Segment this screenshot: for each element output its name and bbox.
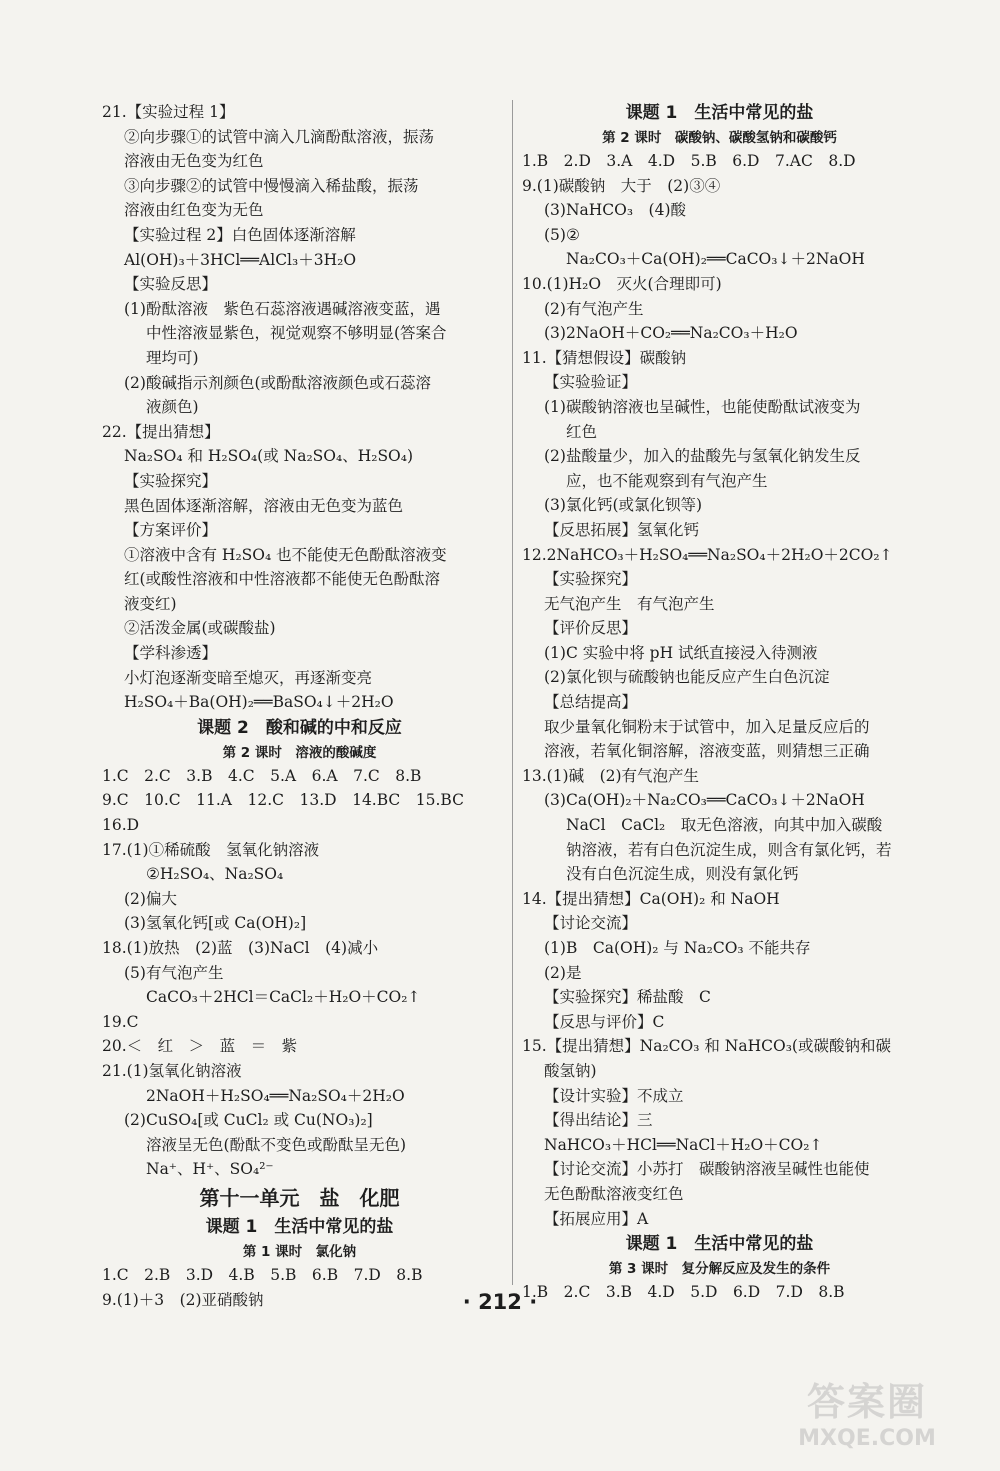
text-line: 液颜色) xyxy=(146,398,199,417)
text-line: 21.【实验过程 1】 xyxy=(102,103,235,121)
text-line: 9.(1)碳酸钠 大于 (2)③④ xyxy=(522,176,721,195)
text-line: (3)2NaOH＋CO₂══Na₂CO₃＋H₂O xyxy=(544,324,798,343)
text-line: 钠溶液，若有白色沉淀生成，则含有氯化钙，若 xyxy=(566,840,892,859)
section-heading: 课题 2 酸和碱的中和反应 xyxy=(197,717,402,738)
left-column xyxy=(102,100,497,1312)
text-line: 红色 xyxy=(566,422,598,441)
text-line: 【学科渗透】 xyxy=(124,644,218,663)
text-line: 【反思与评价】C xyxy=(544,1012,665,1031)
text-line: 酸氢钠) xyxy=(544,1061,597,1080)
text-line: 理均可) xyxy=(146,348,199,367)
section-heading: 课题 1 生活中常见的盐 xyxy=(625,1234,814,1255)
text-line: Na⁺、H⁺、SO₄²⁻ xyxy=(146,1160,274,1179)
text-line: ②向步骤①的试管中滴入几滴酚酞溶液，振荡 xyxy=(124,127,435,146)
text-line: (3)NaHCO₃ (4)酸 xyxy=(544,201,687,220)
text-line: ③向步骤②的试管中慢慢滴入稀盐酸，振荡 xyxy=(124,176,419,195)
text-line: 没有白色沉淀生成，则没有氯化钙 xyxy=(566,865,799,884)
text-line: H₂SO₄＋Ba(OH)₂══BaSO₄↓＋2H₂O xyxy=(124,693,394,712)
text-line: 16.D xyxy=(102,816,140,835)
text-line: ①溶液中含有 H₂SO₄ 也不能使无色酚酞溶液变 xyxy=(124,545,447,564)
text-line: ②活泼金属(或碳酸盐) xyxy=(124,619,276,638)
text-line: Na₂CO₃＋Ca(OH)₂══CaCO₃↓＋2NaOH xyxy=(566,250,865,269)
text-line: NaHCO₃＋HCl══NaCl＋H₂O＋CO₂↑ xyxy=(544,1135,823,1154)
unit-title: 第十一单元 盐 化肥 xyxy=(199,1185,400,1210)
text-line: (3)Ca(OH)₂＋Na₂CO₃══CaCO₃↓＋2NaOH xyxy=(544,791,865,810)
text-line: (5)② xyxy=(544,225,580,244)
text-line: 小灯泡逐渐变暗至熄灭，再逐渐变亮 xyxy=(124,668,373,687)
text-line: 1.C 2.C 3.B 4.C 5.A 6.A 7.C 8.B xyxy=(102,766,422,785)
text-line: (2)盐酸量少，加入的盐酸先与氢氧化钠发生反 xyxy=(544,447,861,466)
text-line: 无气泡产生 有气泡产生 xyxy=(544,594,715,613)
text-line: (2)CuSO₄[或 CuCl₂ 或 Cu(NO₃)₂] xyxy=(124,1111,373,1130)
text-line: 19.C xyxy=(102,1012,139,1031)
text-line: 【总结提高】 xyxy=(544,693,638,712)
text-line: 【讨论交流】小苏打 碳酸钠溶液呈碱性也能使 xyxy=(544,1160,870,1179)
text-line: 【讨论交流】 xyxy=(544,914,638,933)
text-line: 【拓展应用】A xyxy=(544,1209,649,1228)
text-line: 红(或酸性溶液和中性溶液都不能使无色酚酞溶 xyxy=(124,570,441,589)
text-line: (2)有气泡产生 xyxy=(544,299,644,318)
text-line: 液变红) xyxy=(124,594,177,613)
text-line: 溶液由无色变为红色 xyxy=(124,152,264,171)
text-line: (2)氯化钡与硫酸钠也能反应产生白色沉淀 xyxy=(544,668,830,687)
text-line: 15.【提出猜想】Na₂CO₃ 和 NaHCO₃(或碳酸钠和碳 xyxy=(522,1037,891,1056)
text-line: (1)C 实验中将 pH 试纸直接浸入待测液 xyxy=(544,643,818,662)
watermark-text: 答案圈 xyxy=(806,1380,927,1424)
text-line: 溶液呈无色(酚酞不变色或酚酞呈无色) xyxy=(146,1135,407,1154)
text-line: 13.(1)碱 (2)有气泡产生 xyxy=(522,766,700,785)
text-line: (2)酸碱指示剂颜色(或酚酞溶液颜色或石蕊溶 xyxy=(124,373,432,392)
text-line: 【实验过程 2】白色固体逐渐溶解 xyxy=(124,225,356,244)
text-line: (1)碳酸钠溶液也呈碱性，也能使酚酞试液变为 xyxy=(544,397,861,416)
text-line: 14.【提出猜想】Ca(OH)₂ 和 NaOH xyxy=(522,889,780,908)
text-line: 1.B 2.D 3.A 4.D 5.B 6.D 7.AC 8.D xyxy=(522,152,856,170)
text-line: 【设计实验】不成立 xyxy=(544,1086,684,1105)
text-line: 9.(1)＋3 (2)亚硝酸钠 xyxy=(102,1290,264,1309)
text-line: NaCl CaCl₂ 取无色溶液，向其中加入碳酸 xyxy=(566,816,883,835)
text-line: 18.(1)放热 (2)蓝 (3)NaCl (4)减小 xyxy=(102,939,379,957)
text-line: 17.(1)①稀硫酸 氢氧化钠溶液 xyxy=(102,840,320,859)
text-line: 中性溶液显紫色，视觉观察不够明显(答案合 xyxy=(146,324,447,343)
text-line: 无色酚酞溶液变红色 xyxy=(544,1184,684,1203)
text-line: 【实验探究】 xyxy=(124,471,218,490)
page-number: · 212 · xyxy=(462,1290,538,1314)
text-line: 【实验探究】 xyxy=(544,570,638,589)
text-line: 9.C 10.C 11.A 12.C 13.D 14.BC 15.BC xyxy=(102,791,464,810)
text-line: (3)氯化钙(或氯化钡等) xyxy=(544,496,703,515)
text-line: 应，也不能观察到有气泡产生 xyxy=(566,471,768,490)
text-line: 【评价反思】 xyxy=(544,619,638,638)
text-line: 21.(1)氢氧化钠溶液 xyxy=(102,1061,242,1080)
section-heading: 课题 1 生活中常见的盐 xyxy=(205,1216,394,1237)
text-line: (1)酚酞溶液 紫色石蕊溶液遇碱溶液变蓝，遇 xyxy=(124,299,441,318)
text-line: (3)氢氧化钙[或 Ca(OH)₂] xyxy=(124,914,307,933)
text-line: 【方案评价】 xyxy=(124,521,218,540)
text-line: 【实验验证】 xyxy=(544,373,638,392)
column-divider xyxy=(512,100,513,1285)
text-line: Na₂SO₄ 和 H₂SO₄(或 Na₂SO₄、H₂SO₄) xyxy=(124,447,414,466)
text-line: 22.【提出猜想】 xyxy=(102,422,220,441)
lesson-subheading: 第 1 课时 氯化钠 xyxy=(242,1243,357,1260)
text-line: 【反思拓展】氢氧化钙 xyxy=(544,520,700,539)
lesson-subheading: 第 2 课时 碳酸钠、碳酸氢钠和碳酸钙 xyxy=(602,130,837,146)
lesson-subheading: 第 3 课时 复分解反应及发生的条件 xyxy=(608,1261,831,1278)
text-line: 2NaOH＋H₂SO₄══Na₂SO₄＋2H₂O xyxy=(146,1086,405,1105)
text-line: CaCO₃＋2HCl＝CaCl₂＋H₂O＋CO₂↑ xyxy=(146,988,421,1007)
text-line: (2)是 xyxy=(544,963,582,982)
text-line: 溶液由红色变为无色 xyxy=(124,201,264,220)
text-line: 黑色固体逐渐溶解，溶液由无色变为蓝色 xyxy=(124,496,404,515)
watermark-domain: MXQE.COM xyxy=(798,1426,936,1451)
lesson-subheading: 第 2 课时 溶液的酸碱度 xyxy=(222,744,377,761)
text-line: 溶液，若氧化铜溶解，溶液变蓝，则猜想三正确 xyxy=(544,742,870,761)
text-line: 1.B 2.C 3.B 4.D 5.D 6.D 7.D 8.B xyxy=(522,1283,845,1302)
text-line: (1)B Ca(OH)₂ 与 Na₂CO₃ 不能共存 xyxy=(544,939,811,957)
text-line: 20.＜ 红 ＞ 蓝 ＝ 紫 xyxy=(102,1037,298,1056)
text-line: 10.(1)H₂O 灭火(合理即可) xyxy=(522,274,722,293)
text-line: 【实验反思】 xyxy=(124,275,218,294)
text-line: Al(OH)₃＋3HCl══AlCl₃＋3H₂O xyxy=(124,250,357,269)
text-line: 【得出结论】三 xyxy=(544,1111,653,1130)
text-line: (5)有气泡产生 xyxy=(124,963,224,982)
text-line: 12.2NaHCO₃＋H₂SO₄══Na₂SO₄＋2H₂O＋2CO₂↑ xyxy=(522,545,893,564)
text-line: ②H₂SO₄、Na₂SO₄ xyxy=(146,865,284,884)
watermark-logo xyxy=(762,1371,972,1457)
section-heading: 课题 1 生活中常见的盐 xyxy=(625,103,814,123)
text-line: (2)偏大 xyxy=(124,889,177,908)
text-line: 1.C 2.B 3.D 4.B 5.B 6.B 7.D 8.B xyxy=(102,1265,423,1284)
right-column xyxy=(522,100,917,1305)
text-line: 11.【猜想假设】碳酸钠 xyxy=(522,348,687,367)
text-line: 【实验探究】稀盐酸 C xyxy=(544,988,711,1007)
text-line: 取少量氧化铜粉末于试管中，加入足量反应后的 xyxy=(544,717,870,736)
